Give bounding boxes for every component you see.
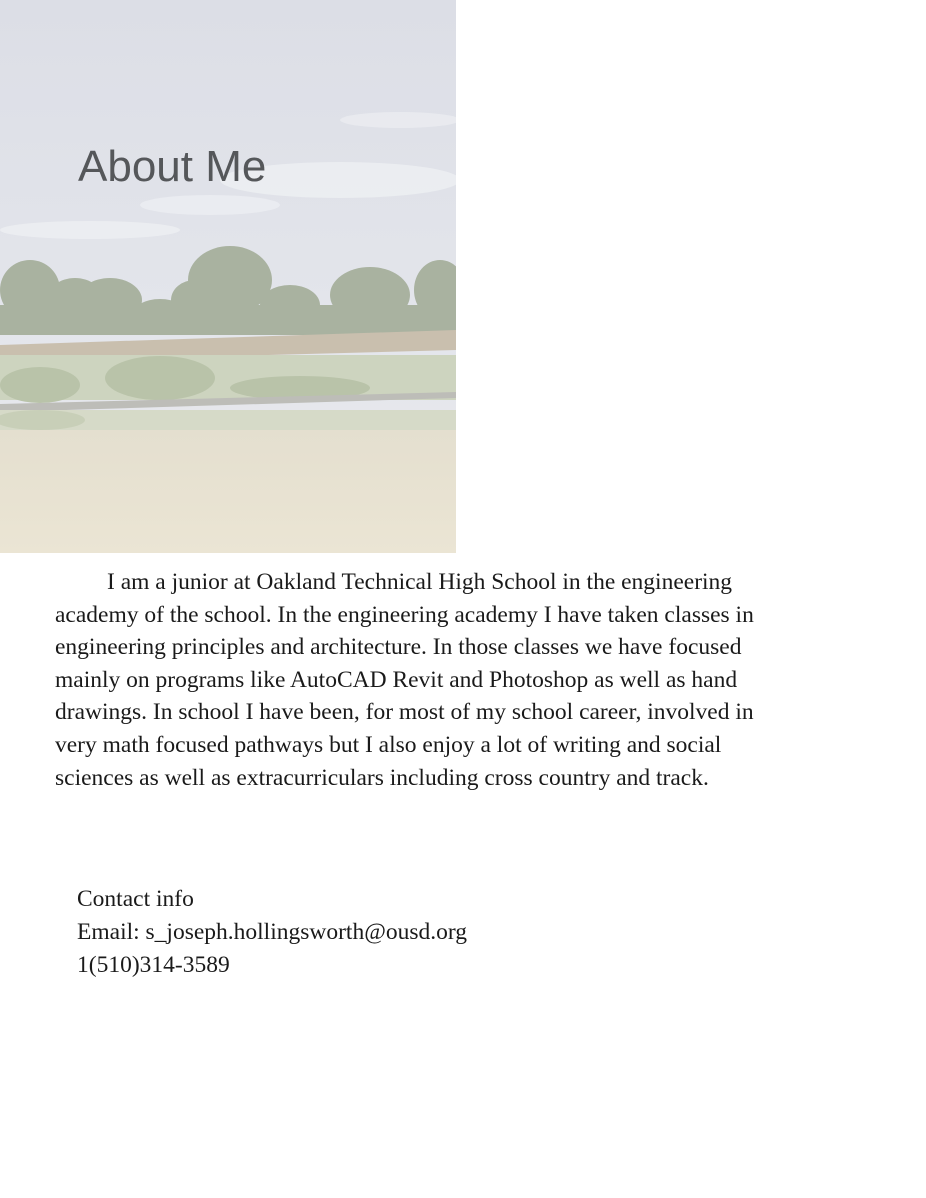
contact-email: Email: s_joseph.hollingsworth@ousd.org <box>77 919 468 945</box>
page-title: About Me <box>78 142 267 191</box>
hero-landscape-image <box>0 0 456 553</box>
contact-heading: Contact info <box>77 886 194 912</box>
bio-paragraph <box>55 566 795 794</box>
contact-block <box>77 883 467 982</box>
contact-phone: 1(510)314-3589 <box>77 952 230 978</box>
bio-text: I am a junior at Oakland Technical High School in the engineering academy of the school. In the engineering academy I have taken classes in engineering principles and architecture. In those classes we have focused mainly on programs like AutoCAD Revit and Photoshop as well as hand drawings. In school I have been, for most of my school career, involved in very math focused pathways but I also enjoy a lot of writing and social sciences as well as extracurriculars including cross country and track. <box>55 569 754 791</box>
